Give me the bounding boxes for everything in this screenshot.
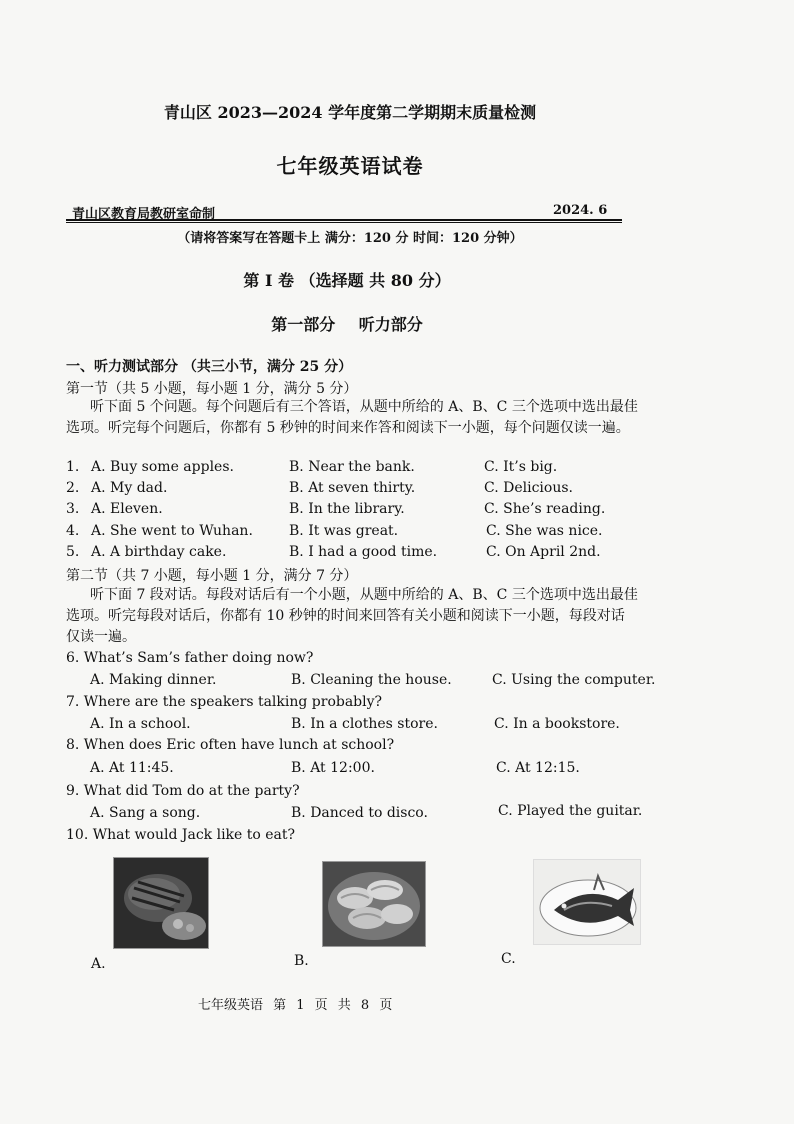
picture-label-c: C. (501, 951, 516, 967)
exam-title: 青山区 2023—2024 学年度第二学期期末质量检测 (163, 103, 537, 122)
divider-thin (66, 222, 622, 223)
question-text: 9. What did Tom do at the party? (66, 783, 300, 799)
option-c: C. She’s reading. (484, 501, 606, 517)
question-number: 2. (66, 480, 80, 496)
option-a: A. Eleven. (91, 501, 163, 517)
picture-label-b: B. (294, 953, 309, 969)
question-number: 3. (66, 501, 80, 517)
exam-subtitle: 七年级英语试卷 (276, 154, 424, 178)
exam-note: （请将答案写在答题卡上 满分：120 分 时间：120 分钟） (177, 231, 523, 246)
option-b: B. Cleaning the house. (291, 672, 452, 688)
option-c: C. Played the guitar. (498, 803, 643, 819)
question-row (66, 544, 666, 565)
question-row (66, 523, 666, 544)
option-c: C. It’s big. (484, 459, 558, 475)
question-text: 10. What would Jack like to eat? (66, 827, 296, 843)
option-c: C. In a bookstore. (494, 716, 620, 732)
volume-heading: 第 I 卷 （选择题 共 80 分） (243, 271, 451, 290)
option-c: C. Using the computer. (492, 672, 656, 688)
option-b: B. It was great. (289, 523, 399, 539)
option-b: B. At 12:00. (291, 760, 375, 776)
subsection-1-instructions: 听下面 5 个问题。每个问题后有三个答语，从题中所给的 A、B、C 三个选项中选出最佳选项。听完每个问题后，你都有 5 秒钟的时间来作答和阅读下一小题，每个问题仅读一遍。 (66, 399, 638, 436)
question-text: 8. When does Eric often have lunch at school? (66, 737, 395, 753)
question-text: 6. What’s Sam’s father doing now? (66, 650, 314, 666)
question-text: 7. Where are the speakers talking probably? (66, 694, 383, 710)
fish-image (533, 859, 641, 945)
option-a: A. My dad. (91, 480, 168, 496)
option-a: A. A birthday cake. (91, 544, 227, 560)
option-a: A. Buy some apples. (91, 459, 234, 475)
option-c: C. Delicious. (484, 480, 573, 496)
option-a: A. She went to Wuhan. (91, 523, 253, 539)
option-a: A. At 11:45. (90, 760, 174, 776)
section-heading: 一、听力测试部分 （共三小节，满分 25 分） (66, 359, 353, 375)
organization: 青山区教育局教研室命制 (72, 207, 216, 222)
divider-thick (66, 219, 622, 221)
option-b: B. In the library. (289, 501, 405, 517)
question-row (66, 459, 666, 480)
option-c: C. On April 2nd. (486, 544, 601, 560)
page-footer: 七年级英语 第 1 页 共 8 页 (198, 998, 393, 1013)
subsection-2-instructions: 听下面 7 段对话。每段对话后有一个小题，从题中所给的 A、B、C 三个选项中选出最佳选项。听完每段对话后，你都有 10 秒钟的时间来回答有关小题和阅读下一小题，每段对话仅读一遍。 (66, 587, 638, 645)
part-heading: 第一部分 听力部分 (271, 315, 423, 334)
steak-image (113, 857, 209, 949)
exam-date: 2024. 6 (553, 203, 608, 218)
question-row (66, 480, 666, 501)
subsection-2-heading: 第二节（共 7 小题，每小题 1 分，满分 7 分） (66, 568, 358, 584)
option-a: A. Making dinner. (90, 672, 217, 688)
option-b: B. At seven thirty. (289, 480, 416, 496)
subsection-1-heading: 第一节（共 5 小题，每小题 1 分，满分 5 分） (66, 381, 358, 397)
option-b: B. In a clothes store. (291, 716, 438, 732)
option-c: C. At 12:15. (496, 760, 580, 776)
dumplings-image (322, 861, 426, 947)
question-number: 5. (66, 544, 80, 560)
question-number: 1. (66, 459, 80, 475)
option-a: A. In a school. (90, 716, 191, 732)
question-number: 4. (66, 523, 80, 539)
question-row (66, 501, 666, 522)
option-b: B. I had a good time. (289, 544, 438, 560)
picture-label-a: A. (91, 956, 106, 972)
option-b: B. Near the bank. (289, 459, 415, 475)
option-b: B. Danced to disco. (291, 805, 428, 821)
option-a: A. Sang a song. (90, 805, 201, 821)
option-c: C. She was nice. (486, 523, 603, 539)
